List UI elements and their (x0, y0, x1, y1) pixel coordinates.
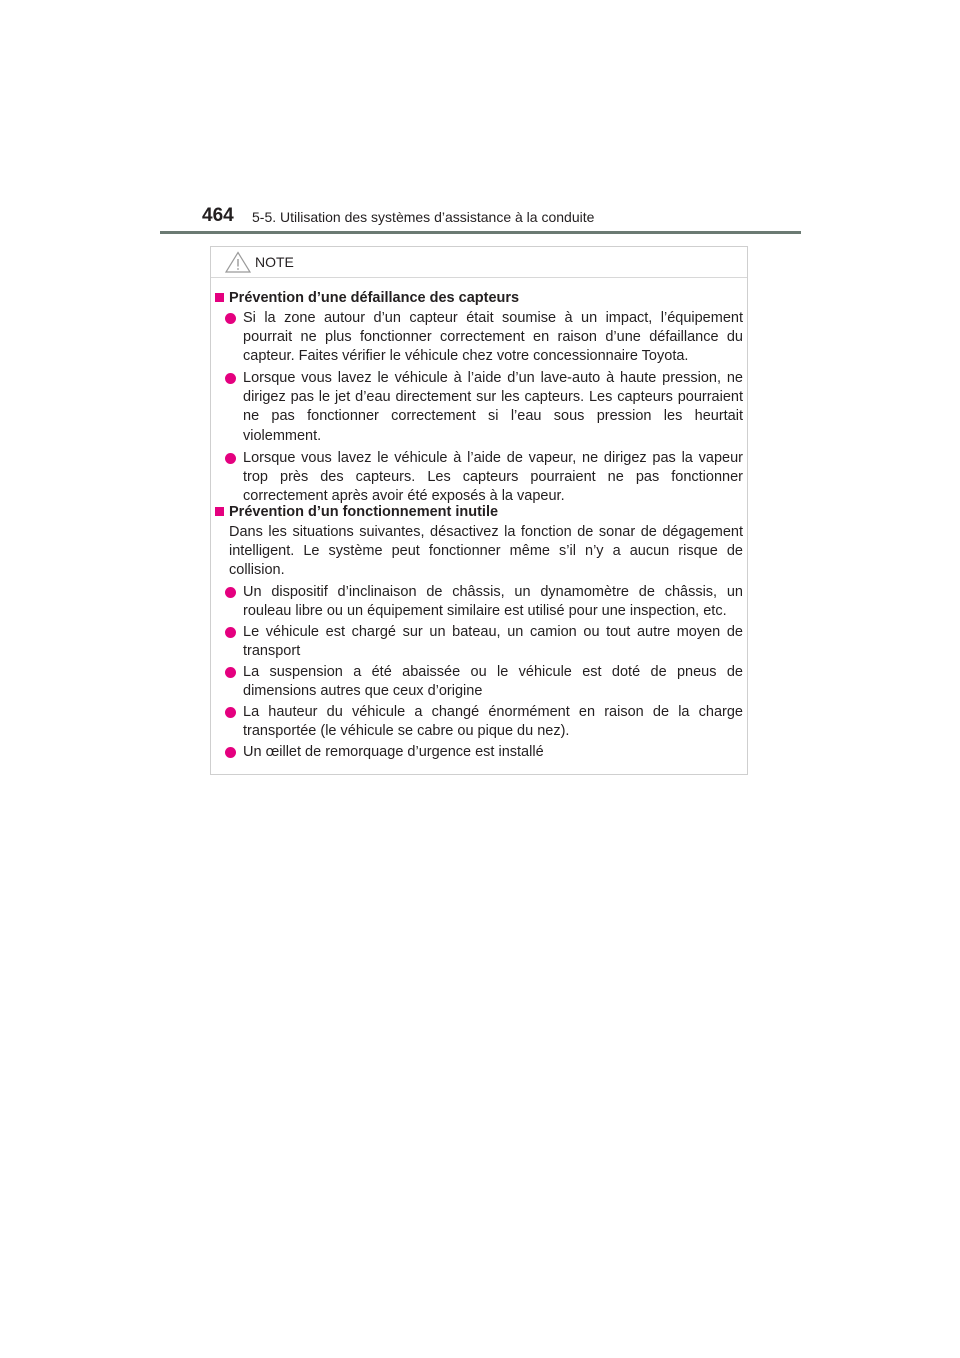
section-title: 5-5. Utilisation des systèmes d’assistance à la conduite (252, 209, 595, 225)
square-bullet-icon (215, 293, 224, 302)
note-header (211, 247, 747, 278)
list-item: La hauteur du véhicule a changé énormément en raison de la charge transportée (le véhicule se cabre ou pique du nez). (225, 703, 743, 741)
list-item: La suspension a été abaissée ou le véhicule est doté de pneus de dimensions autres que ceux d’origine (225, 663, 743, 701)
bullet-dot-icon (225, 313, 236, 324)
bullet-dot-icon (225, 453, 236, 464)
section-heading: Prévention d’une défaillance des capteurs (215, 289, 519, 308)
list-item: Un œillet de remorquage d’urgence est installé (225, 743, 743, 762)
list-item: Lorsque vous lavez le véhicule à l’aide de vapeur, ne dirigez pas la vapeur trop près des capteurs. Les capteurs pourraient ne pas fonctionner correctement après avoir été exposés à la vapeur. (225, 449, 743, 507)
bullet-dot-icon (225, 667, 236, 678)
bullet-dot-icon (225, 627, 236, 638)
list-item: Le véhicule est chargé sur un bateau, un camion ou tout autre moyen de transport (225, 623, 743, 661)
warning-triangle-icon (225, 251, 251, 273)
note-box (210, 246, 748, 775)
list-item: Si la zone autour d’un capteur était soumise à un impact, l’équipement pourrait ne plus fonctionner correctement en raison d’une défaillance du capteur. Faites vérifier le véhicule chez votre concessionnaire Toyota. (225, 309, 743, 367)
list-item: Un dispositif d’inclinaison de châssis, un dynamomètre de châssis, un rouleau libre ou un équipement similaire est utilisé pour une inspection, etc. (225, 583, 743, 621)
header-rule (160, 231, 801, 234)
bullet-dot-icon (225, 587, 236, 598)
square-bullet-icon (215, 507, 224, 516)
section-heading: Prévention d’un fonctionnement inutile (215, 503, 498, 522)
bullet-dot-icon (225, 707, 236, 718)
page-header (160, 205, 801, 235)
page-number: 464 (202, 205, 234, 226)
section-intro: Dans les situations suivantes, désactivez la fonction de sonar de dégagement intelligent. Le système peut fonctionner même s’il n’y a aucun risque de collision. (229, 524, 743, 579)
note-label: NOTE (255, 254, 294, 270)
bullet-dot-icon (225, 747, 236, 758)
bullet-dot-icon (225, 373, 236, 384)
list-item: Lorsque vous lavez le véhicule à l’aide d’un lave-auto à haute pression, ne dirigez pas le jet d’eau directement sur les capteurs. Les capteurs pourraient ne pas fonctionner correctement si l’eau sous pression les heurtait violemment. (225, 369, 743, 446)
